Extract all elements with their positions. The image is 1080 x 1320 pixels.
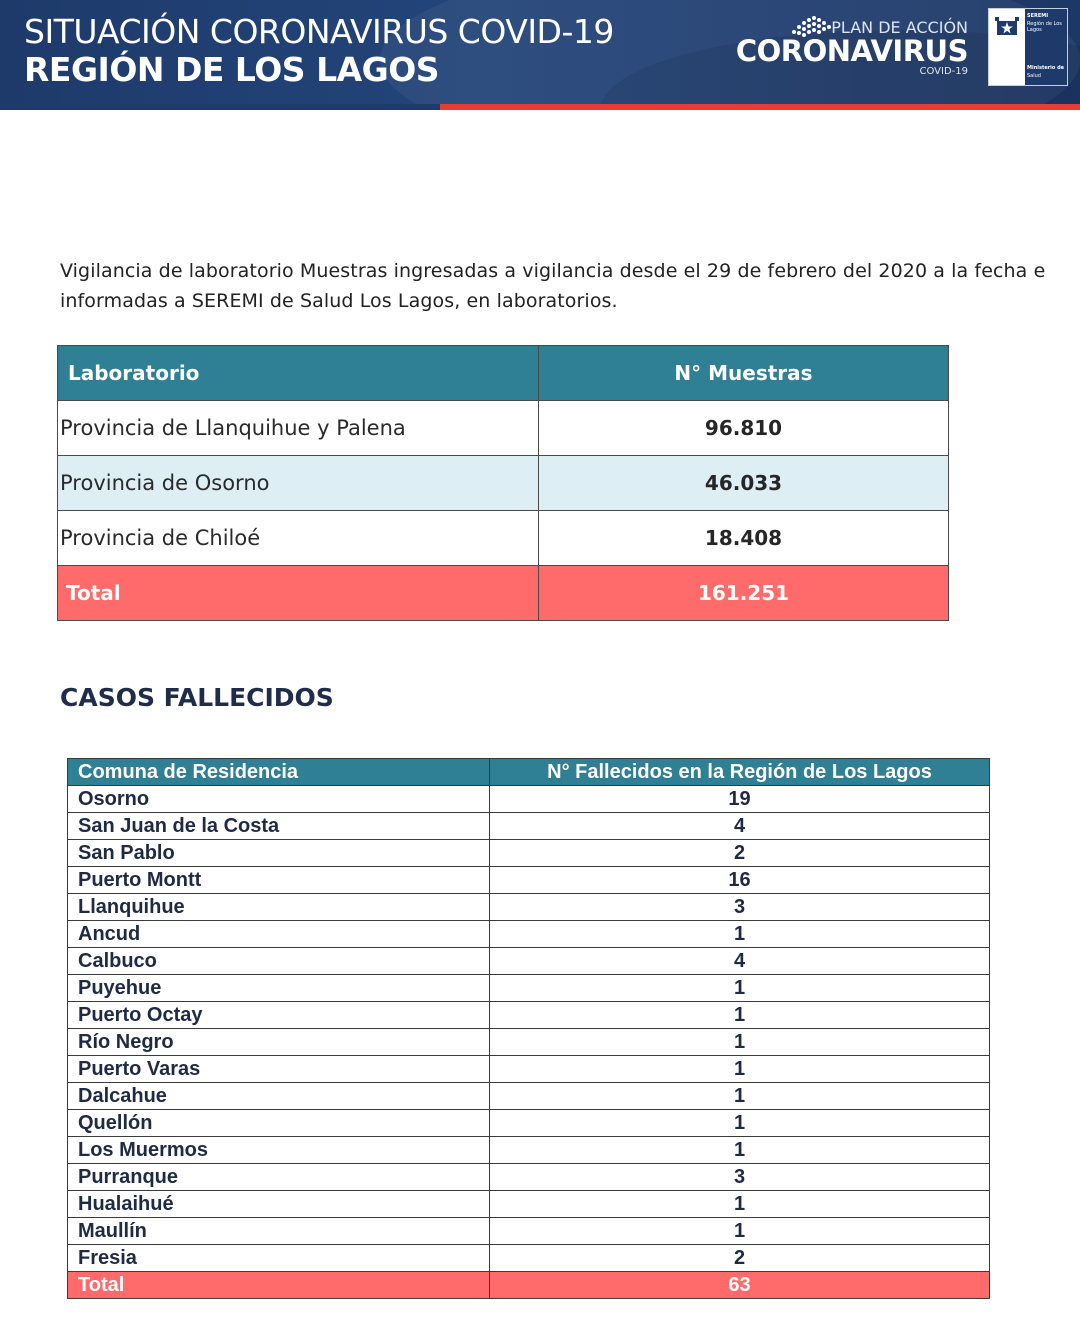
count-cell: 3 — [490, 894, 990, 921]
seremi-region: Región de Los Lagos — [1027, 21, 1062, 33]
table-row — [68, 840, 990, 867]
seremi-logo — [988, 8, 1068, 86]
comuna-cell: Maullín — [68, 1218, 490, 1245]
comuna-cell: Quellón — [68, 1110, 490, 1137]
count-cell: 2 — [490, 1245, 990, 1272]
column-header-laboratorio: Laboratorio — [58, 346, 539, 401]
header-subtitle: REGIÓN DE LOS LAGOS — [24, 50, 440, 89]
comuna-cell: San Pablo — [68, 840, 490, 867]
comuna-cell: Calbuco — [68, 948, 490, 975]
lab-samples-table — [57, 345, 949, 621]
seremi-logo-left — [989, 9, 1025, 85]
table-row — [68, 1191, 990, 1218]
comuna-cell: Dalcahue — [68, 1083, 490, 1110]
comuna-cell: Llanquihue — [68, 894, 490, 921]
header-stripe-blue — [0, 104, 440, 110]
total-label-cell: Total — [58, 566, 539, 621]
comuna-cell: Hualaihué — [68, 1191, 490, 1218]
comuna-cell: Ancud — [68, 921, 490, 948]
lab-name-cell: Provincia de Chiloé — [58, 511, 539, 566]
lab-name-cell: Provincia de Llanquihue y Palena — [58, 401, 539, 456]
header-stripe-red — [440, 104, 1080, 110]
lab-value-cell: 18.408 — [539, 511, 949, 566]
comuna-cell: Osorno — [68, 786, 490, 813]
table-row — [68, 921, 990, 948]
table-row — [58, 511, 949, 566]
seremi-label: SEREMI — [1027, 13, 1049, 19]
comuna-cell: Los Muermos — [68, 1137, 490, 1164]
table-row — [68, 867, 990, 894]
count-cell: 4 — [490, 948, 990, 975]
table-row — [68, 1164, 990, 1191]
table-total-row — [58, 566, 949, 621]
table-row — [58, 401, 949, 456]
count-cell: 2 — [490, 840, 990, 867]
table-row — [68, 1029, 990, 1056]
total-count-cell: 63 — [490, 1272, 990, 1299]
table-row — [68, 813, 990, 840]
count-cell: 1 — [490, 1056, 990, 1083]
table-row — [68, 1218, 990, 1245]
lab-value-cell: 46.033 — [539, 456, 949, 511]
count-cell: 1 — [490, 1137, 990, 1164]
table-total-row — [68, 1272, 990, 1299]
ministry-sub: Salud — [1027, 73, 1041, 79]
table-row — [58, 456, 949, 511]
comuna-cell: Puerto Montt — [68, 867, 490, 894]
covid-subtext: COVID-19 — [919, 66, 968, 77]
table-row — [68, 975, 990, 1002]
intro-line: Vigilancia de laboratorio Muestras ingresadas a vigilancia desde el 29 de febrero del 2020 a la fecha e — [60, 260, 1046, 282]
column-header-fallecidos: N° Fallecidos en la Región de Los Lagos — [490, 759, 990, 786]
comuna-cell: San Juan de la Costa — [68, 813, 490, 840]
table-row — [68, 1137, 990, 1164]
count-cell: 1 — [490, 1083, 990, 1110]
intro-line: informadas a SEREMI de Salud Los Lagos, en laboratorios. — [60, 290, 618, 312]
count-cell: 1 — [490, 921, 990, 948]
plan-de-accion-logo — [735, 10, 968, 90]
count-cell: 1 — [490, 1218, 990, 1245]
table-row — [68, 1002, 990, 1029]
table-row — [68, 1110, 990, 1137]
lab-value-cell: 96.810 — [539, 401, 949, 456]
intro-paragraph — [60, 256, 1050, 316]
table-header-row — [68, 759, 990, 786]
total-value-cell: 161.251 — [539, 566, 949, 621]
comuna-cell: Río Negro — [68, 1029, 490, 1056]
lab-name-cell: Provincia de Osorno — [58, 456, 539, 511]
column-header-muestras: N° Muestras — [539, 346, 949, 401]
count-cell: 1 — [490, 1029, 990, 1056]
ministry-label: Ministerio de — [1027, 65, 1065, 71]
total-label-cell: Total — [68, 1272, 490, 1299]
count-cell: 19 — [490, 786, 990, 813]
count-cell: 1 — [490, 1002, 990, 1029]
comuna-cell: Fresia — [68, 1245, 490, 1272]
coronavirus-wordmark: CORONAVIRUS — [735, 34, 968, 68]
section-title-casos-fallecidos: CASOS FALLECIDOS — [60, 683, 334, 712]
table-row — [68, 1056, 990, 1083]
count-cell: 1 — [490, 1191, 990, 1218]
table-row — [68, 1245, 990, 1272]
comuna-cell: Purranque — [68, 1164, 490, 1191]
count-cell: 4 — [490, 813, 990, 840]
coat-of-arms-icon — [995, 17, 1019, 37]
count-cell: 1 — [490, 1110, 990, 1137]
header-banner — [0, 0, 1080, 104]
table-row — [68, 948, 990, 975]
count-cell: 3 — [490, 1164, 990, 1191]
table-row — [68, 786, 990, 813]
comuna-cell: Puyehue — [68, 975, 490, 1002]
header-title: SITUACIÓN CORONAVIRUS COVID-19 — [24, 12, 614, 51]
deaths-table — [67, 758, 990, 1299]
table-row — [68, 894, 990, 921]
table-row — [68, 1083, 990, 1110]
column-header-comuna: Comuna de Residencia — [68, 759, 490, 786]
count-cell: 1 — [490, 975, 990, 1002]
comuna-cell: Puerto Octay — [68, 1002, 490, 1029]
plan-label: PLAN DE ACCIÓN — [831, 18, 968, 37]
table-header-row — [58, 346, 949, 401]
comuna-cell: Puerto Varas — [68, 1056, 490, 1083]
count-cell: 16 — [490, 867, 990, 894]
